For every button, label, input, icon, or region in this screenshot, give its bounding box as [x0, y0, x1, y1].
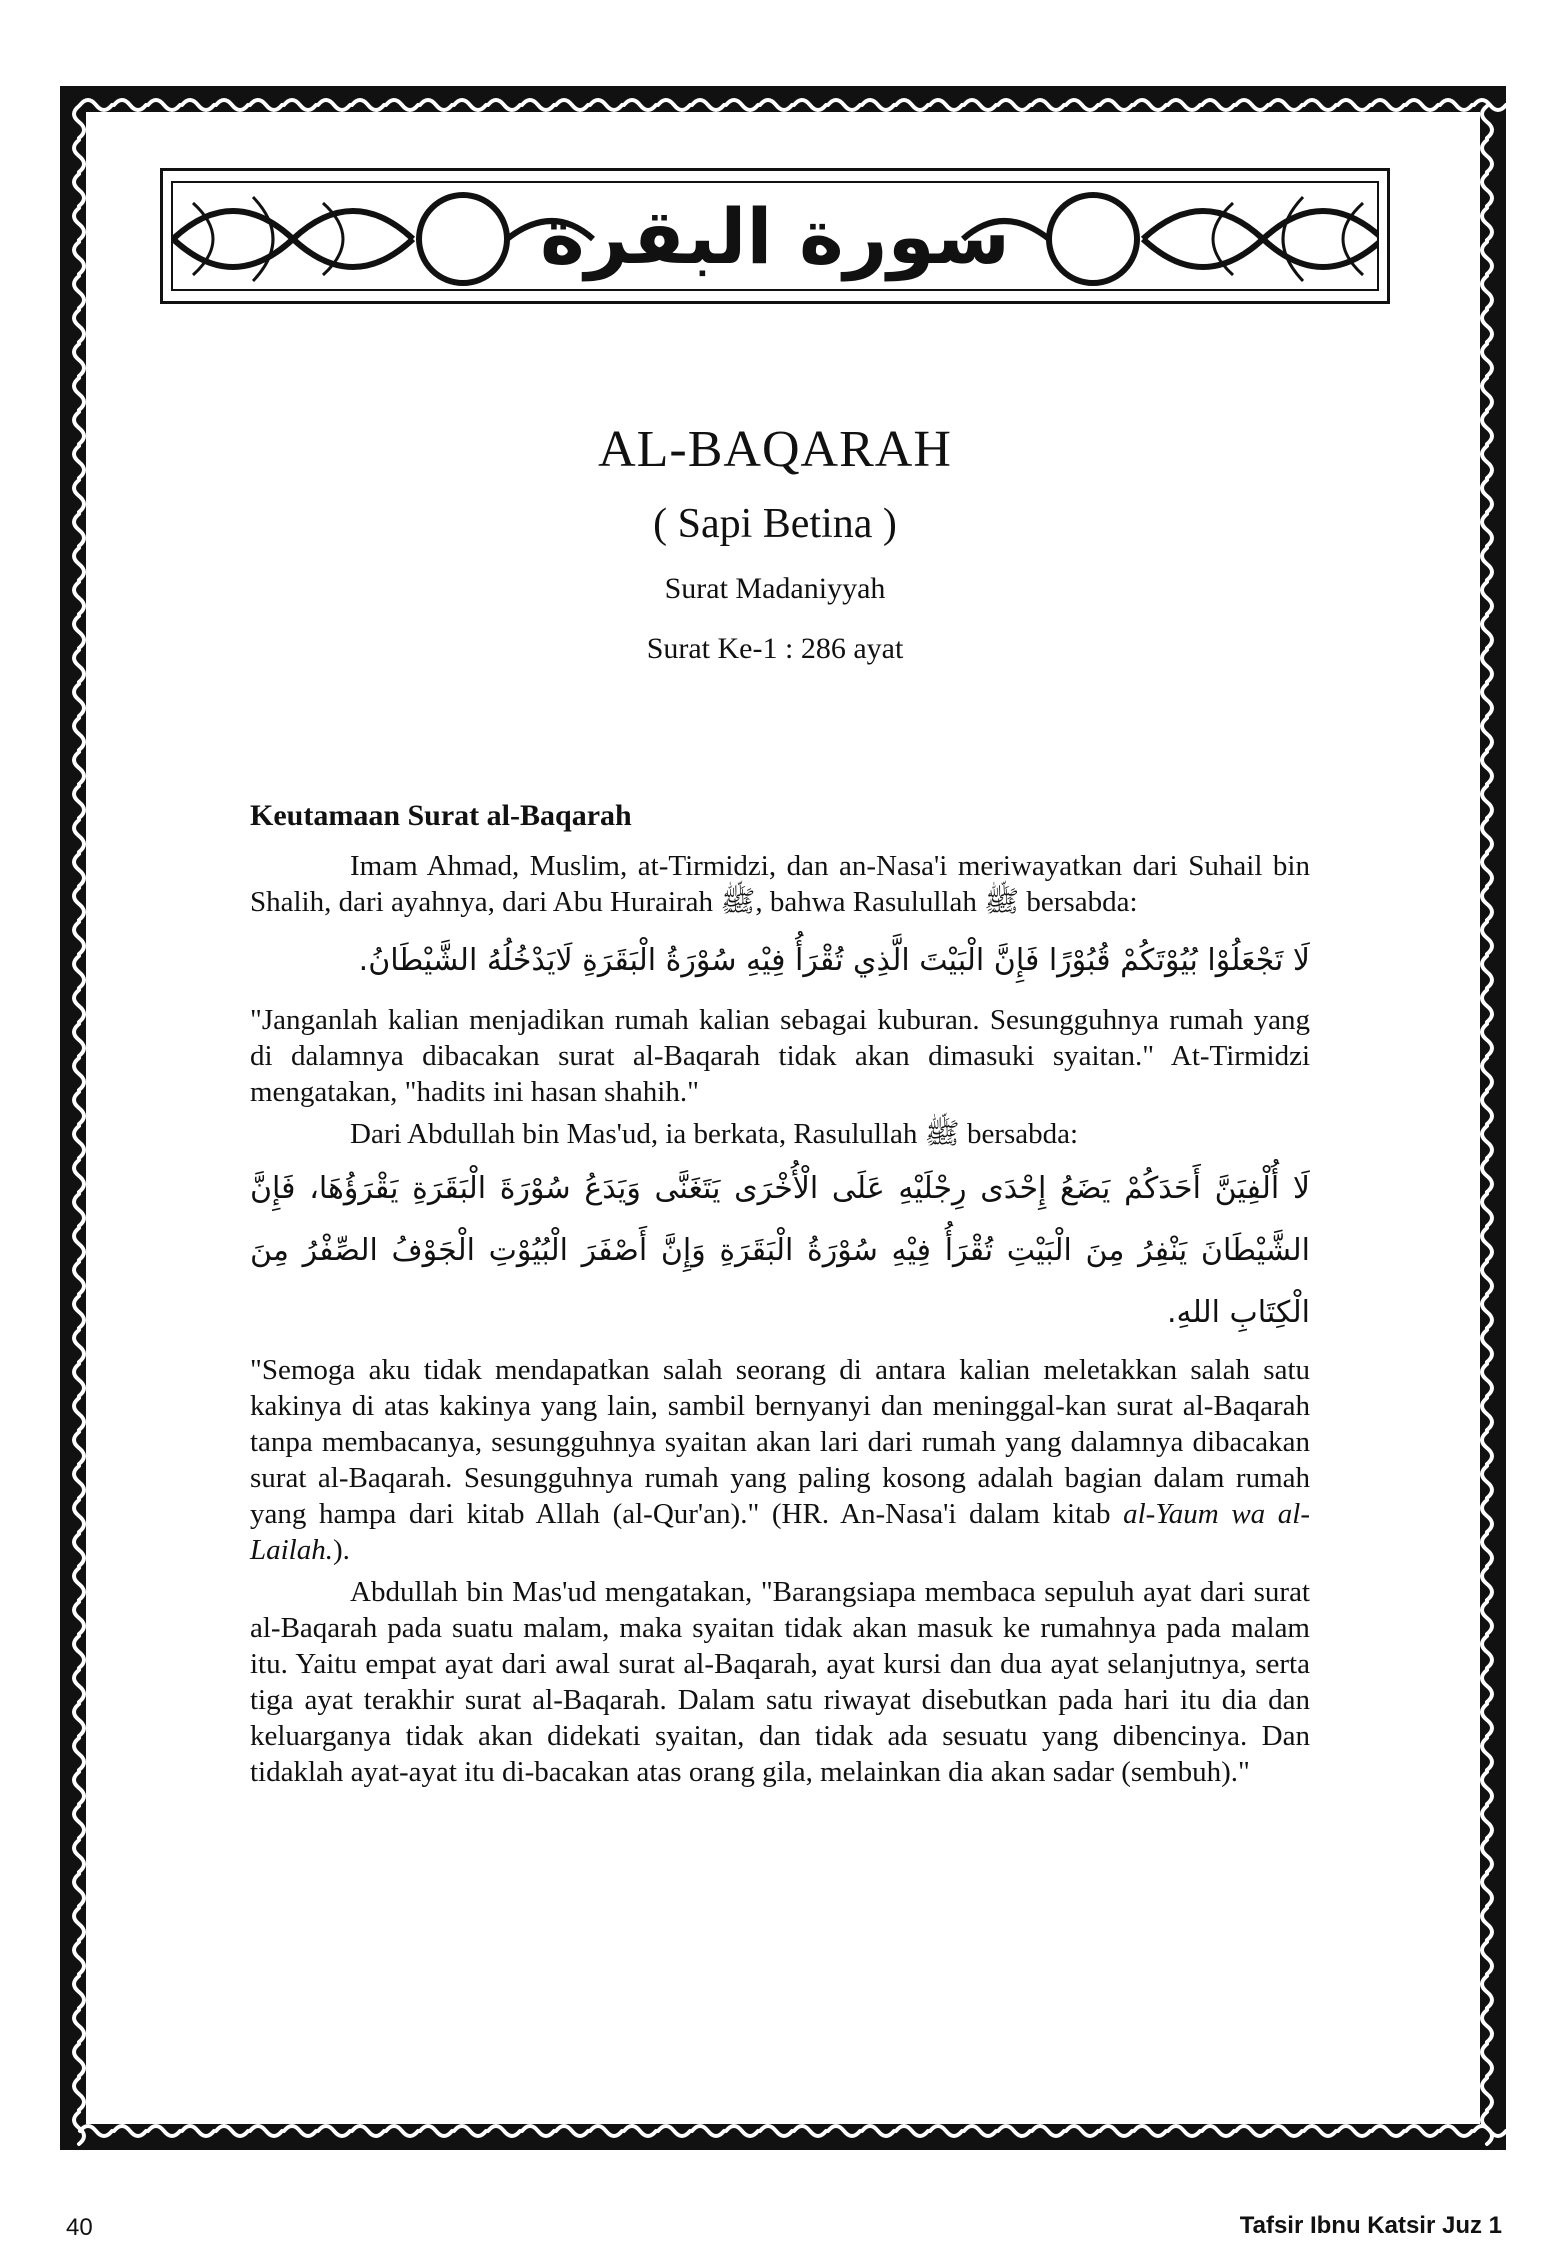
- paragraph-5: Abdullah bin Mas'ud mengatakan, "Barangsiapa membaca sepuluh ayat dari surat al-Baqarah pada suatu malam, maka syaitan tidak akan masuk ke rumahnya pada malam itu. Yaitu empat ayat dari awal surat al-Baqarah, ayat kursi dan dua ayat selanjutnya, serta tiga ayat terakhir surat al-Baqarah. Dalam satu riwayat disebutkan pada hari itu dia dan keluarganya tidak akan didekati syaitan, dan tidak ada sesuatu yang dibencinya. Dan tidaklah ayat-ayat itu di-bacakan atas orang gila, melainkan dia akan sadar (sembuh).": [250, 1576, 1310, 1788]
- arabic-hadith-1: لَا تَجْعَلُوْا بُيُوْتَكُمْ قُبُوْرًا فَإِنَّ الْبَيْتَ الَّذِي تُقْرَأُ فِيْهِ سُوْرَةُ الْبَقَرَةِ لَايَدْخُلُهُ الشَّيْطَانُ.: [358, 943, 1310, 978]
- paragraph-4: [250, 1352, 1310, 1568]
- paragraph-4-text: "Semoga aku tidak mendapatkan salah seorang di antara kalian meletakkan salah satu kakinya di atas kakinya yang lain, sambil bernyanyi dan meninggal-kan surat al-Baqarah tanpa membacanya, sesungguhnya syaitan akan lari dari rumah yang dalamnya dibacakan surat al-Baqarah. Sesungguhnya rumah yang paling kosong adalah bagian dalam rumah yang hampa dari kitab Allah (al-Qur'an)." (HR. An-Nasa'i dalam kitab: [250, 1354, 1310, 1530]
- paragraph-4-end: ).: [333, 1534, 350, 1566]
- book-title-italic: al-Yaum wa al-Lailah.: [250, 1498, 1310, 1566]
- book-title-footer: Tafsir Ibnu Katsir Juz 1: [1239, 2212, 1502, 2239]
- arabic-surah-title: سورة البقرة: [540, 192, 1010, 281]
- banner-inner: [171, 181, 1379, 291]
- surah-title: AL-BAQARAH: [598, 421, 952, 478]
- surah-title-banner: [160, 168, 1390, 304]
- surah-type: Surat Madaniyyah: [664, 572, 886, 605]
- paragraph-3: Dari Abdullah bin Mas'ud, ia berkata, Rasulullah ﷺ bersabda:: [350, 1118, 1079, 1150]
- surah-subtitle: ( Sapi Betina ): [653, 501, 897, 547]
- body-text: [250, 848, 1310, 1790]
- arabic-hadith-2: لَا أُلْفِيَنَّ أَحَدَكُمْ يَضَعُ إِحْدَى رِجْلَيْهِ عَلَى الْأُخْرَى يَتَغَنَّى وَيَدَعُ سُوْرَةَ الْبَقَرَةِ يَقْرَؤُهَا، فَإِنَّ الشَّيْطَانَ يَنْفِرُ مِنَ الْبَيْتِ تُقْرَأُ فِيْهِ سُوْرَةُ الْبَقَرَةِ وَإِنَّ أَصْفَرَ الْبُيُوْتِ الْجَوْفُ الصِّفْرُ مِنَ الْكِتَابِ اللهِ.: [250, 1171, 1310, 1330]
- page-number: 40: [66, 2214, 93, 2241]
- paragraph-2: "Janganlah kalian menjadikan rumah kalian sebagai kuburan. Sesungguhnya rumah yang di dalamnya dibacakan surat al-Baqarah tidak akan dimasuki syaitan." At-Tirmidzi mengatakan, "hadits ini hasan shahih.": [250, 1004, 1310, 1108]
- surah-verse-count: Surat Ke-1 : 286 ayat: [646, 632, 904, 665]
- paragraph-1: Imam Ahmad, Muslim, at-Tirmidzi, dan an-Nasa'i meriwayatkan dari Suhail bin Shalih, dari ayahnya, dari Abu Hurairah ﷺ, bahwa Rasulullah ﷺ bersabda:: [250, 850, 1310, 918]
- section-title: Keutamaan Surat al-Baqarah: [250, 799, 632, 832]
